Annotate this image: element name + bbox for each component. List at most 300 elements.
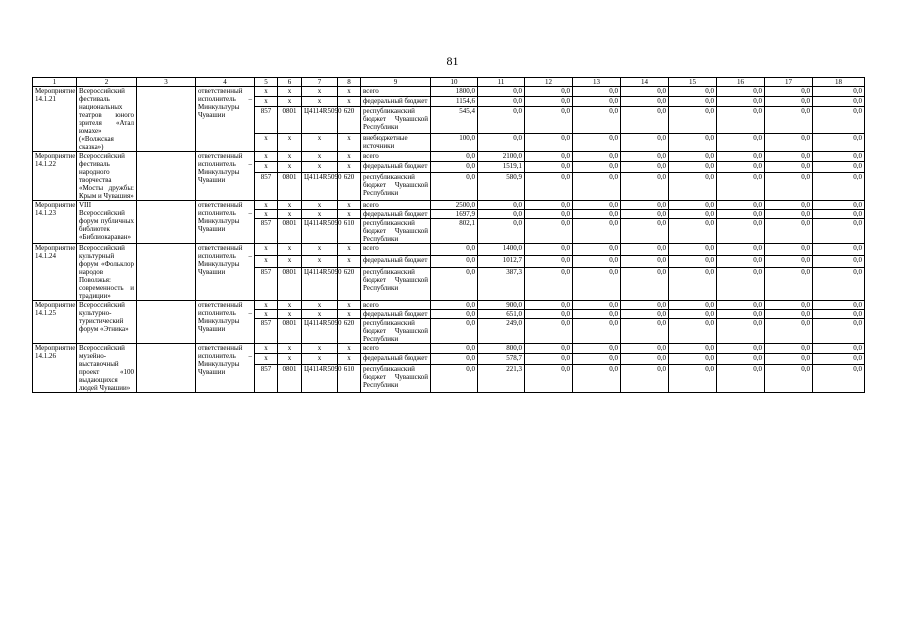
funding-source: федеральный бюджет bbox=[361, 310, 431, 319]
amount-cell: 0,0 bbox=[813, 267, 865, 300]
amount-cell: 0,0 bbox=[525, 172, 573, 201]
budget-code: Ц4114R5090 bbox=[302, 364, 338, 393]
amount-cell: 0,0 bbox=[478, 106, 525, 133]
amount-cell: 0,0 bbox=[573, 87, 621, 97]
amount-cell: 0,0 bbox=[813, 219, 865, 244]
measure-code: Мероприятие 14.1.25 bbox=[33, 301, 77, 344]
amount-cell: 0,0 bbox=[525, 310, 573, 319]
amount-cell: 0,0 bbox=[431, 354, 478, 364]
amount-cell: 0,0 bbox=[621, 364, 669, 393]
budget-code: x bbox=[255, 354, 278, 364]
funding-source: республиканский бюджет Чувашской Республики bbox=[361, 319, 431, 344]
amount-cell: 0,0 bbox=[621, 267, 669, 300]
amount-cell: 0,0 bbox=[573, 364, 621, 393]
amount-cell: 0,0 bbox=[765, 319, 813, 344]
budget-code: x bbox=[338, 344, 361, 354]
amount-cell: 0,0 bbox=[621, 210, 669, 219]
measure-col3 bbox=[137, 87, 196, 152]
measure-executor: ответственный исполнитель – Минкультуры Чувашии bbox=[196, 244, 255, 301]
budget-code: x bbox=[338, 96, 361, 106]
amount-cell: 0,0 bbox=[813, 152, 865, 162]
amount-cell: 0,0 bbox=[813, 255, 865, 267]
amount-cell: 221,3 bbox=[478, 364, 525, 393]
amount-cell: 0,0 bbox=[717, 255, 765, 267]
amount-cell: 0,0 bbox=[813, 162, 865, 172]
table-row bbox=[33, 301, 865, 310]
budget-code: x bbox=[338, 354, 361, 364]
amount-cell: 900,0 bbox=[478, 301, 525, 310]
budget-code: x bbox=[302, 210, 338, 219]
amount-cell: 0,0 bbox=[765, 152, 813, 162]
budget-code: x bbox=[278, 96, 302, 106]
budget-code: x bbox=[302, 301, 338, 310]
amount-cell: 0,0 bbox=[525, 354, 573, 364]
table-row bbox=[33, 201, 865, 210]
column-header: 3 bbox=[137, 78, 196, 87]
budget-code: Ц4114R5090 bbox=[302, 319, 338, 344]
amount-cell: 0,0 bbox=[525, 244, 573, 256]
amount-cell: 0,0 bbox=[669, 354, 717, 364]
amount-cell: 0,0 bbox=[717, 301, 765, 310]
funding-source: всего bbox=[361, 244, 431, 256]
budget-code: x bbox=[278, 354, 302, 364]
measure-code: Мероприятие 14.1.26 bbox=[33, 344, 77, 393]
column-header: 18 bbox=[813, 78, 865, 87]
amount-cell: 0,0 bbox=[717, 364, 765, 393]
amount-cell: 0,0 bbox=[669, 310, 717, 319]
measure-col3 bbox=[137, 244, 196, 301]
budget-code: x bbox=[255, 255, 278, 267]
amount-cell: 0,0 bbox=[717, 172, 765, 201]
amount-cell: 0,0 bbox=[573, 201, 621, 210]
amount-cell: 0,0 bbox=[717, 133, 765, 151]
amount-cell: 0,0 bbox=[669, 244, 717, 256]
amount-cell: 545,4 bbox=[431, 106, 478, 133]
budget-code: x bbox=[302, 133, 338, 151]
funding-source: федеральный бюджет bbox=[361, 354, 431, 364]
amount-cell: 0,0 bbox=[813, 310, 865, 319]
amount-cell: 651,0 bbox=[478, 310, 525, 319]
amount-cell: 0,0 bbox=[813, 244, 865, 256]
budget-code: Ц4114R5090 bbox=[302, 172, 338, 201]
amount-cell: 0,0 bbox=[765, 133, 813, 151]
amount-cell: 0,0 bbox=[765, 219, 813, 244]
amount-cell: 802,1 bbox=[431, 219, 478, 244]
budget-table bbox=[32, 77, 865, 393]
column-header: 12 bbox=[525, 78, 573, 87]
amount-cell: 0,0 bbox=[573, 301, 621, 310]
budget-code: x bbox=[255, 344, 278, 354]
budget-code: x bbox=[255, 152, 278, 162]
amount-cell: 0,0 bbox=[717, 152, 765, 162]
measure-col3 bbox=[137, 152, 196, 201]
measure-col3 bbox=[137, 201, 196, 244]
budget-code: x bbox=[302, 255, 338, 267]
budget-code: x bbox=[278, 162, 302, 172]
amount-cell: 0,0 bbox=[431, 364, 478, 393]
amount-cell: 100,0 bbox=[431, 133, 478, 151]
amount-cell: 0,0 bbox=[717, 344, 765, 354]
amount-cell: 0,0 bbox=[765, 96, 813, 106]
budget-code: x bbox=[255, 244, 278, 256]
amount-cell: 0,0 bbox=[717, 106, 765, 133]
amount-cell: 0,0 bbox=[669, 364, 717, 393]
amount-cell: 0,0 bbox=[478, 201, 525, 210]
amount-cell: 2500,0 bbox=[431, 201, 478, 210]
measure-name: Всероссийский фестиваль народного творчества «Мосты дружбы: Крым и Чувашия» bbox=[77, 152, 137, 201]
measure-col3 bbox=[137, 301, 196, 344]
amount-cell: 0,0 bbox=[573, 133, 621, 151]
budget-code: x bbox=[302, 96, 338, 106]
column-header: 14 bbox=[621, 78, 669, 87]
budget-code: 0801 bbox=[278, 219, 302, 244]
measure-col3 bbox=[137, 344, 196, 393]
amount-cell: 0,0 bbox=[765, 87, 813, 97]
amount-cell: 1697,9 bbox=[431, 210, 478, 219]
budget-code: x bbox=[255, 310, 278, 319]
amount-cell: 0,0 bbox=[431, 162, 478, 172]
amount-cell: 0,0 bbox=[813, 344, 865, 354]
budget-code: x bbox=[302, 244, 338, 256]
amount-cell: 0,0 bbox=[573, 162, 621, 172]
amount-cell: 0,0 bbox=[621, 219, 669, 244]
budget-code: 620 bbox=[338, 319, 361, 344]
column-header: 10 bbox=[431, 78, 478, 87]
amount-cell: 0,0 bbox=[669, 162, 717, 172]
amount-cell: 0,0 bbox=[525, 301, 573, 310]
amount-cell: 0,0 bbox=[813, 210, 865, 219]
amount-cell: 0,0 bbox=[765, 310, 813, 319]
budget-code: x bbox=[278, 301, 302, 310]
funding-source: всего bbox=[361, 201, 431, 210]
amount-cell: 0,0 bbox=[621, 87, 669, 97]
amount-cell: 0,0 bbox=[573, 152, 621, 162]
amount-cell: 0,0 bbox=[717, 244, 765, 256]
amount-cell: 0,0 bbox=[525, 162, 573, 172]
amount-cell: 1800,0 bbox=[431, 87, 478, 97]
amount-cell: 0,0 bbox=[669, 255, 717, 267]
budget-code: 0801 bbox=[278, 267, 302, 300]
measure-code: Мероприятие 14.1.21 bbox=[33, 87, 77, 152]
budget-code: x bbox=[302, 87, 338, 97]
amount-cell: 0,0 bbox=[621, 255, 669, 267]
amount-cell: 0,0 bbox=[669, 319, 717, 344]
column-header: 9 bbox=[361, 78, 431, 87]
amount-cell: 0,0 bbox=[431, 301, 478, 310]
budget-code: x bbox=[278, 310, 302, 319]
amount-cell: 0,0 bbox=[573, 344, 621, 354]
amount-cell: 1154,6 bbox=[431, 96, 478, 106]
column-header: 7 bbox=[302, 78, 338, 87]
budget-code: 620 bbox=[338, 267, 361, 300]
amount-cell: 0,0 bbox=[573, 310, 621, 319]
budget-code: 857 bbox=[255, 364, 278, 393]
budget-code: x bbox=[338, 87, 361, 97]
amount-cell: 0,0 bbox=[431, 172, 478, 201]
amount-cell: 0,0 bbox=[621, 319, 669, 344]
measure-executor: ответственный исполнитель – Минкультуры Чувашии bbox=[196, 201, 255, 244]
funding-source: федеральный бюджет bbox=[361, 210, 431, 219]
amount-cell: 0,0 bbox=[431, 244, 478, 256]
budget-code: x bbox=[338, 301, 361, 310]
amount-cell: 0,0 bbox=[621, 162, 669, 172]
funding-source: всего bbox=[361, 301, 431, 310]
amount-cell: 0,0 bbox=[669, 301, 717, 310]
funding-source: республиканский бюджет Чувашской Республики bbox=[361, 106, 431, 133]
amount-cell: 0,0 bbox=[573, 219, 621, 244]
amount-cell: 0,0 bbox=[431, 255, 478, 267]
amount-cell: 0,0 bbox=[573, 354, 621, 364]
amount-cell: 0,0 bbox=[717, 354, 765, 364]
amount-cell: 1012,7 bbox=[478, 255, 525, 267]
amount-cell: 0,0 bbox=[717, 310, 765, 319]
amount-cell: 0,0 bbox=[621, 133, 669, 151]
amount-cell: 0,0 bbox=[525, 267, 573, 300]
amount-cell: 0,0 bbox=[717, 210, 765, 219]
budget-code: x bbox=[278, 87, 302, 97]
amount-cell: 0,0 bbox=[478, 87, 525, 97]
amount-cell: 0,0 bbox=[525, 133, 573, 151]
budget-code: 857 bbox=[255, 219, 278, 244]
amount-cell: 0,0 bbox=[717, 219, 765, 244]
column-header: 16 bbox=[717, 78, 765, 87]
amount-cell: 0,0 bbox=[621, 152, 669, 162]
amount-cell: 387,3 bbox=[478, 267, 525, 300]
amount-cell: 0,0 bbox=[765, 162, 813, 172]
amount-cell: 0,0 bbox=[717, 267, 765, 300]
amount-cell: 0,0 bbox=[765, 301, 813, 310]
funding-source: федеральный бюджет bbox=[361, 96, 431, 106]
budget-code: 857 bbox=[255, 172, 278, 201]
amount-cell: 0,0 bbox=[765, 354, 813, 364]
measure-code: Мероприятие 14.1.24 bbox=[33, 244, 77, 301]
amount-cell: 0,0 bbox=[525, 219, 573, 244]
amount-cell: 0,0 bbox=[573, 106, 621, 133]
funding-source: республиканский бюджет Чувашской Республики bbox=[361, 219, 431, 244]
amount-cell: 0,0 bbox=[813, 106, 865, 133]
table-row bbox=[33, 87, 865, 97]
amount-cell: 0,0 bbox=[813, 301, 865, 310]
amount-cell: 0,0 bbox=[717, 162, 765, 172]
budget-code: x bbox=[255, 162, 278, 172]
measure-name: Всероссийский музейно-выставочный проект «100 выдающихся людей Чувашии» bbox=[77, 344, 137, 393]
amount-cell: 0,0 bbox=[765, 344, 813, 354]
column-header: 6 bbox=[278, 78, 302, 87]
budget-code: x bbox=[255, 87, 278, 97]
amount-cell: 249,0 bbox=[478, 319, 525, 344]
amount-cell: 0,0 bbox=[621, 354, 669, 364]
budget-code: x bbox=[338, 255, 361, 267]
table-row bbox=[33, 344, 865, 354]
budget-code: x bbox=[338, 201, 361, 210]
budget-code: x bbox=[302, 162, 338, 172]
column-header: 13 bbox=[573, 78, 621, 87]
budget-code: x bbox=[338, 210, 361, 219]
funding-source: федеральный бюджет bbox=[361, 162, 431, 172]
measure-name: Всероссийский культурный форум «Фольклор народов Поволжья: современность и традиции» bbox=[77, 244, 137, 301]
budget-code: 610 bbox=[338, 364, 361, 393]
funding-source: республиканский бюджет Чувашской Республики bbox=[361, 172, 431, 201]
funding-source: республиканский бюджет Чувашской Республики bbox=[361, 267, 431, 300]
budget-code: x bbox=[255, 133, 278, 151]
amount-cell: 0,0 bbox=[573, 210, 621, 219]
amount-cell: 0,0 bbox=[669, 96, 717, 106]
amount-cell: 0,0 bbox=[573, 319, 621, 344]
budget-code: x bbox=[338, 133, 361, 151]
amount-cell: 1519,1 bbox=[478, 162, 525, 172]
budget-code: x bbox=[255, 301, 278, 310]
amount-cell: 0,0 bbox=[765, 106, 813, 133]
amount-cell: 0,0 bbox=[621, 244, 669, 256]
budget-code: x bbox=[302, 310, 338, 319]
budget-code: x bbox=[338, 310, 361, 319]
header-row bbox=[33, 78, 865, 87]
measure-name: Всероссийский фестиваль национальных театров юного зрителя «Атал юмахе» («Волжская сказка») bbox=[77, 87, 137, 152]
amount-cell: 0,0 bbox=[669, 152, 717, 162]
amount-cell: 0,0 bbox=[669, 210, 717, 219]
budget-code: 610 bbox=[338, 219, 361, 244]
column-header: 17 bbox=[765, 78, 813, 87]
amount-cell: 0,0 bbox=[813, 87, 865, 97]
amount-cell: 0,0 bbox=[431, 319, 478, 344]
amount-cell: 0,0 bbox=[813, 172, 865, 201]
amount-cell: 0,0 bbox=[765, 364, 813, 393]
funding-source: внебюджетные источники bbox=[361, 133, 431, 151]
amount-cell: 0,0 bbox=[573, 96, 621, 106]
amount-cell: 0,0 bbox=[813, 354, 865, 364]
amount-cell: 0,0 bbox=[669, 172, 717, 201]
budget-code: x bbox=[255, 210, 278, 219]
page-number: 81 bbox=[446, 54, 459, 68]
amount-cell: 0,0 bbox=[765, 267, 813, 300]
amount-cell: 0,0 bbox=[813, 201, 865, 210]
budget-code: 620 bbox=[338, 172, 361, 201]
amount-cell: 0,0 bbox=[765, 172, 813, 201]
budget-code: x bbox=[338, 152, 361, 162]
amount-cell: 0,0 bbox=[573, 244, 621, 256]
amount-cell: 578,7 bbox=[478, 354, 525, 364]
amount-cell: 0,0 bbox=[669, 267, 717, 300]
budget-code: x bbox=[278, 244, 302, 256]
amount-cell: 0,0 bbox=[765, 210, 813, 219]
budget-code: x bbox=[278, 152, 302, 162]
budget-code: x bbox=[255, 201, 278, 210]
budget-code: Ц4114R5090 bbox=[302, 267, 338, 300]
table-row bbox=[33, 244, 865, 256]
budget-code: x bbox=[302, 152, 338, 162]
amount-cell: 0,0 bbox=[669, 219, 717, 244]
amount-cell: 0,0 bbox=[431, 152, 478, 162]
budget-code: Ц4114R5090 bbox=[302, 219, 338, 244]
amount-cell: 0,0 bbox=[765, 244, 813, 256]
amount-cell: 0,0 bbox=[669, 201, 717, 210]
amount-cell: 0,0 bbox=[525, 87, 573, 97]
budget-code: x bbox=[338, 162, 361, 172]
column-header: 5 bbox=[255, 78, 278, 87]
amount-cell: 0,0 bbox=[525, 152, 573, 162]
budget-code: 0801 bbox=[278, 319, 302, 344]
budget-code: x bbox=[278, 344, 302, 354]
budget-code: x bbox=[302, 344, 338, 354]
amount-cell: 580,9 bbox=[478, 172, 525, 201]
funding-source: всего bbox=[361, 344, 431, 354]
column-header: 11 bbox=[478, 78, 525, 87]
budget-code: x bbox=[278, 210, 302, 219]
column-header: 8 bbox=[338, 78, 361, 87]
budget-code: x bbox=[278, 201, 302, 210]
amount-cell: 800,0 bbox=[478, 344, 525, 354]
amount-cell: 0,0 bbox=[573, 172, 621, 201]
amount-cell: 0,0 bbox=[525, 96, 573, 106]
amount-cell: 0,0 bbox=[765, 255, 813, 267]
budget-code: 0801 bbox=[278, 106, 302, 133]
amount-cell: 0,0 bbox=[621, 172, 669, 201]
amount-cell: 0,0 bbox=[621, 344, 669, 354]
amount-cell: 0,0 bbox=[525, 255, 573, 267]
measure-executor: ответственный исполнитель – Минкультуры Чувашии bbox=[196, 152, 255, 201]
funding-source: всего bbox=[361, 87, 431, 97]
budget-code: 0801 bbox=[278, 172, 302, 201]
budget-code: Ц4114R5090 bbox=[302, 106, 338, 133]
amount-cell: 0,0 bbox=[813, 133, 865, 151]
measure-code: Мероприятие 14.1.23 bbox=[33, 201, 77, 244]
amount-cell: 0,0 bbox=[813, 319, 865, 344]
amount-cell: 0,0 bbox=[669, 87, 717, 97]
measure-executor: ответственный исполнитель – Минкультуры Чувашии bbox=[196, 301, 255, 344]
amount-cell: 0,0 bbox=[525, 201, 573, 210]
budget-code: x bbox=[302, 201, 338, 210]
funding-source: республиканский бюджет Чувашской Республики bbox=[361, 364, 431, 393]
amount-cell: 0,0 bbox=[813, 96, 865, 106]
amount-cell: 0,0 bbox=[669, 106, 717, 133]
column-header: 15 bbox=[669, 78, 717, 87]
budget-code: x bbox=[302, 354, 338, 364]
amount-cell: 0,0 bbox=[669, 344, 717, 354]
measure-executor: ответственный исполнитель – Минкультуры Чувашии bbox=[196, 87, 255, 152]
amount-cell: 0,0 bbox=[478, 96, 525, 106]
amount-cell: 0,0 bbox=[621, 96, 669, 106]
amount-cell: 0,0 bbox=[525, 344, 573, 354]
amount-cell: 0,0 bbox=[717, 201, 765, 210]
amount-cell: 0,0 bbox=[765, 201, 813, 210]
budget-code: 857 bbox=[255, 106, 278, 133]
measure-name: VIII Всероссийский форум публичных библиотек «Библиокараван» bbox=[77, 201, 137, 244]
amount-cell: 0,0 bbox=[525, 210, 573, 219]
budget-code: 620 bbox=[338, 106, 361, 133]
amount-cell: 0,0 bbox=[478, 210, 525, 219]
amount-cell: 0,0 bbox=[478, 133, 525, 151]
budget-code: 0801 bbox=[278, 364, 302, 393]
column-header: 1 bbox=[33, 78, 77, 87]
amount-cell: 2100,0 bbox=[478, 152, 525, 162]
amount-cell: 0,0 bbox=[573, 255, 621, 267]
amount-cell: 0,0 bbox=[525, 364, 573, 393]
column-header: 2 bbox=[77, 78, 137, 87]
table-row bbox=[33, 152, 865, 162]
budget-code: x bbox=[338, 244, 361, 256]
funding-source: федеральный бюджет bbox=[361, 255, 431, 267]
budget-code: 857 bbox=[255, 319, 278, 344]
column-header: 4 bbox=[196, 78, 255, 87]
budget-code: 857 bbox=[255, 267, 278, 300]
amount-cell: 0,0 bbox=[621, 106, 669, 133]
amount-cell: 0,0 bbox=[525, 319, 573, 344]
amount-cell: 0,0 bbox=[669, 133, 717, 151]
budget-code: x bbox=[278, 255, 302, 267]
amount-cell: 0,0 bbox=[573, 267, 621, 300]
budget-code: x bbox=[255, 96, 278, 106]
amount-cell: 0,0 bbox=[621, 310, 669, 319]
